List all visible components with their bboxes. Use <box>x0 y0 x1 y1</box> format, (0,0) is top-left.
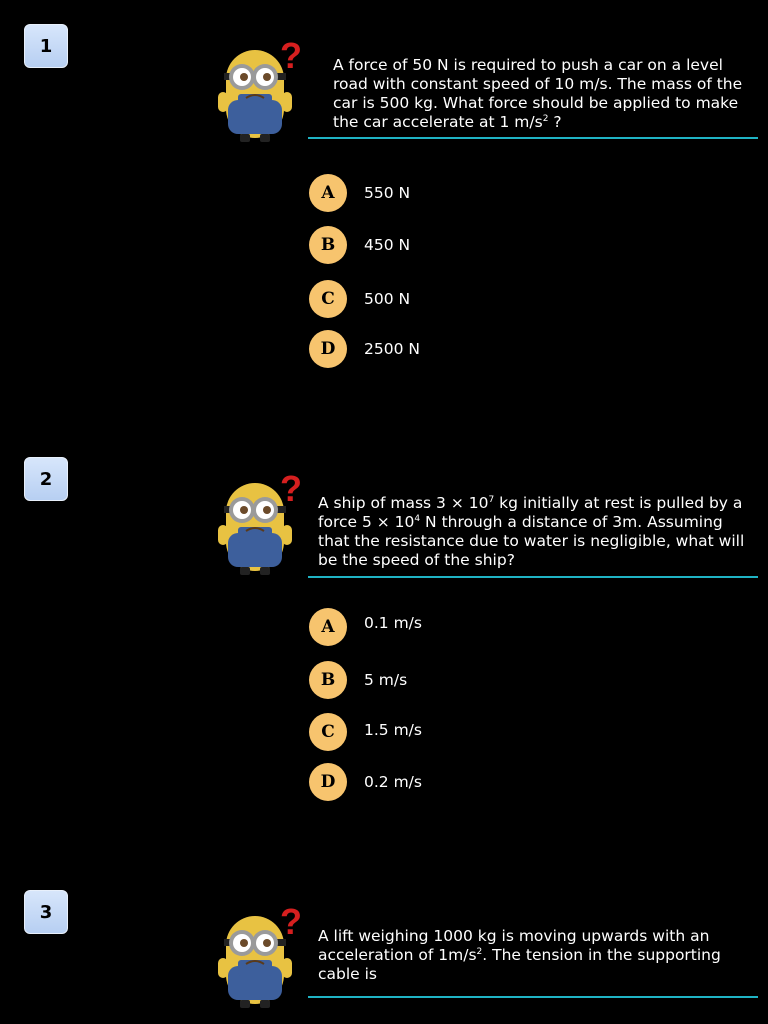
option-letter-badge: C <box>309 280 347 318</box>
option-label: 1.5 m/s <box>364 721 422 739</box>
option-label: 450 N <box>364 236 411 254</box>
question-number-2: 2 <box>24 457 68 501</box>
question-1-divider <box>308 137 758 139</box>
option-1-d[interactable] <box>309 330 420 368</box>
question-3-text: A lift weighing 1000 kg is moving upwards with an acceleration of $1m/s^2$. The tension in the supporting cable is <box>318 927 721 983</box>
option-2-c[interactable] <box>309 713 422 751</box>
minion-question-icon <box>212 467 302 577</box>
option-label: 5 m/s <box>364 671 408 689</box>
option-letter-badge: B <box>309 661 347 699</box>
option-2-b[interactable] <box>309 661 407 699</box>
question-number-1: 1 <box>24 24 68 68</box>
option-label: 0.1 m/s <box>364 614 422 632</box>
option-letter-badge: A <box>309 608 347 646</box>
minion-question-icon <box>212 900 302 1010</box>
question-number-3: 3 <box>24 890 68 934</box>
option-label: 0.2 m/s <box>364 773 422 791</box>
option-letter-badge: C <box>309 713 347 751</box>
option-label: 550 N <box>364 184 411 202</box>
svg-text:?: ? <box>280 35 302 76</box>
svg-text:?: ? <box>280 901 302 942</box>
question-2-text: A ship of mass $3 \times 10^7$ kg initially at rest is pulled by a force $5 \times 10^4$ N through a distance of 3m. Assuming that the resistance due to water is negligible, what will be the speed of the ship? <box>318 494 745 569</box>
option-letter-badge: B <box>309 226 347 264</box>
option-letter-badge: D <box>309 763 347 801</box>
option-label: 500 N <box>364 290 411 308</box>
minion-question-icon <box>212 34 302 144</box>
question-2-divider <box>308 576 758 578</box>
option-letter-badge: A <box>309 174 347 212</box>
question-3-divider <box>308 996 758 998</box>
option-2-a[interactable] <box>309 608 422 646</box>
svg-text:?: ? <box>280 468 302 509</box>
option-2-d[interactable] <box>309 763 422 801</box>
option-label: 2500 N <box>364 340 420 358</box>
option-1-a[interactable] <box>309 174 410 212</box>
option-1-c[interactable] <box>309 280 410 318</box>
question-1-text: A force of 50 N is required to push a car on a level road with constant speed of 10 m/s. The mass of the car is 500 kg. What force should be applied to make the car accelerate at 1 $m/s^2$ ? <box>333 56 743 131</box>
option-1-b[interactable] <box>309 226 410 264</box>
option-letter-badge: D <box>309 330 347 368</box>
